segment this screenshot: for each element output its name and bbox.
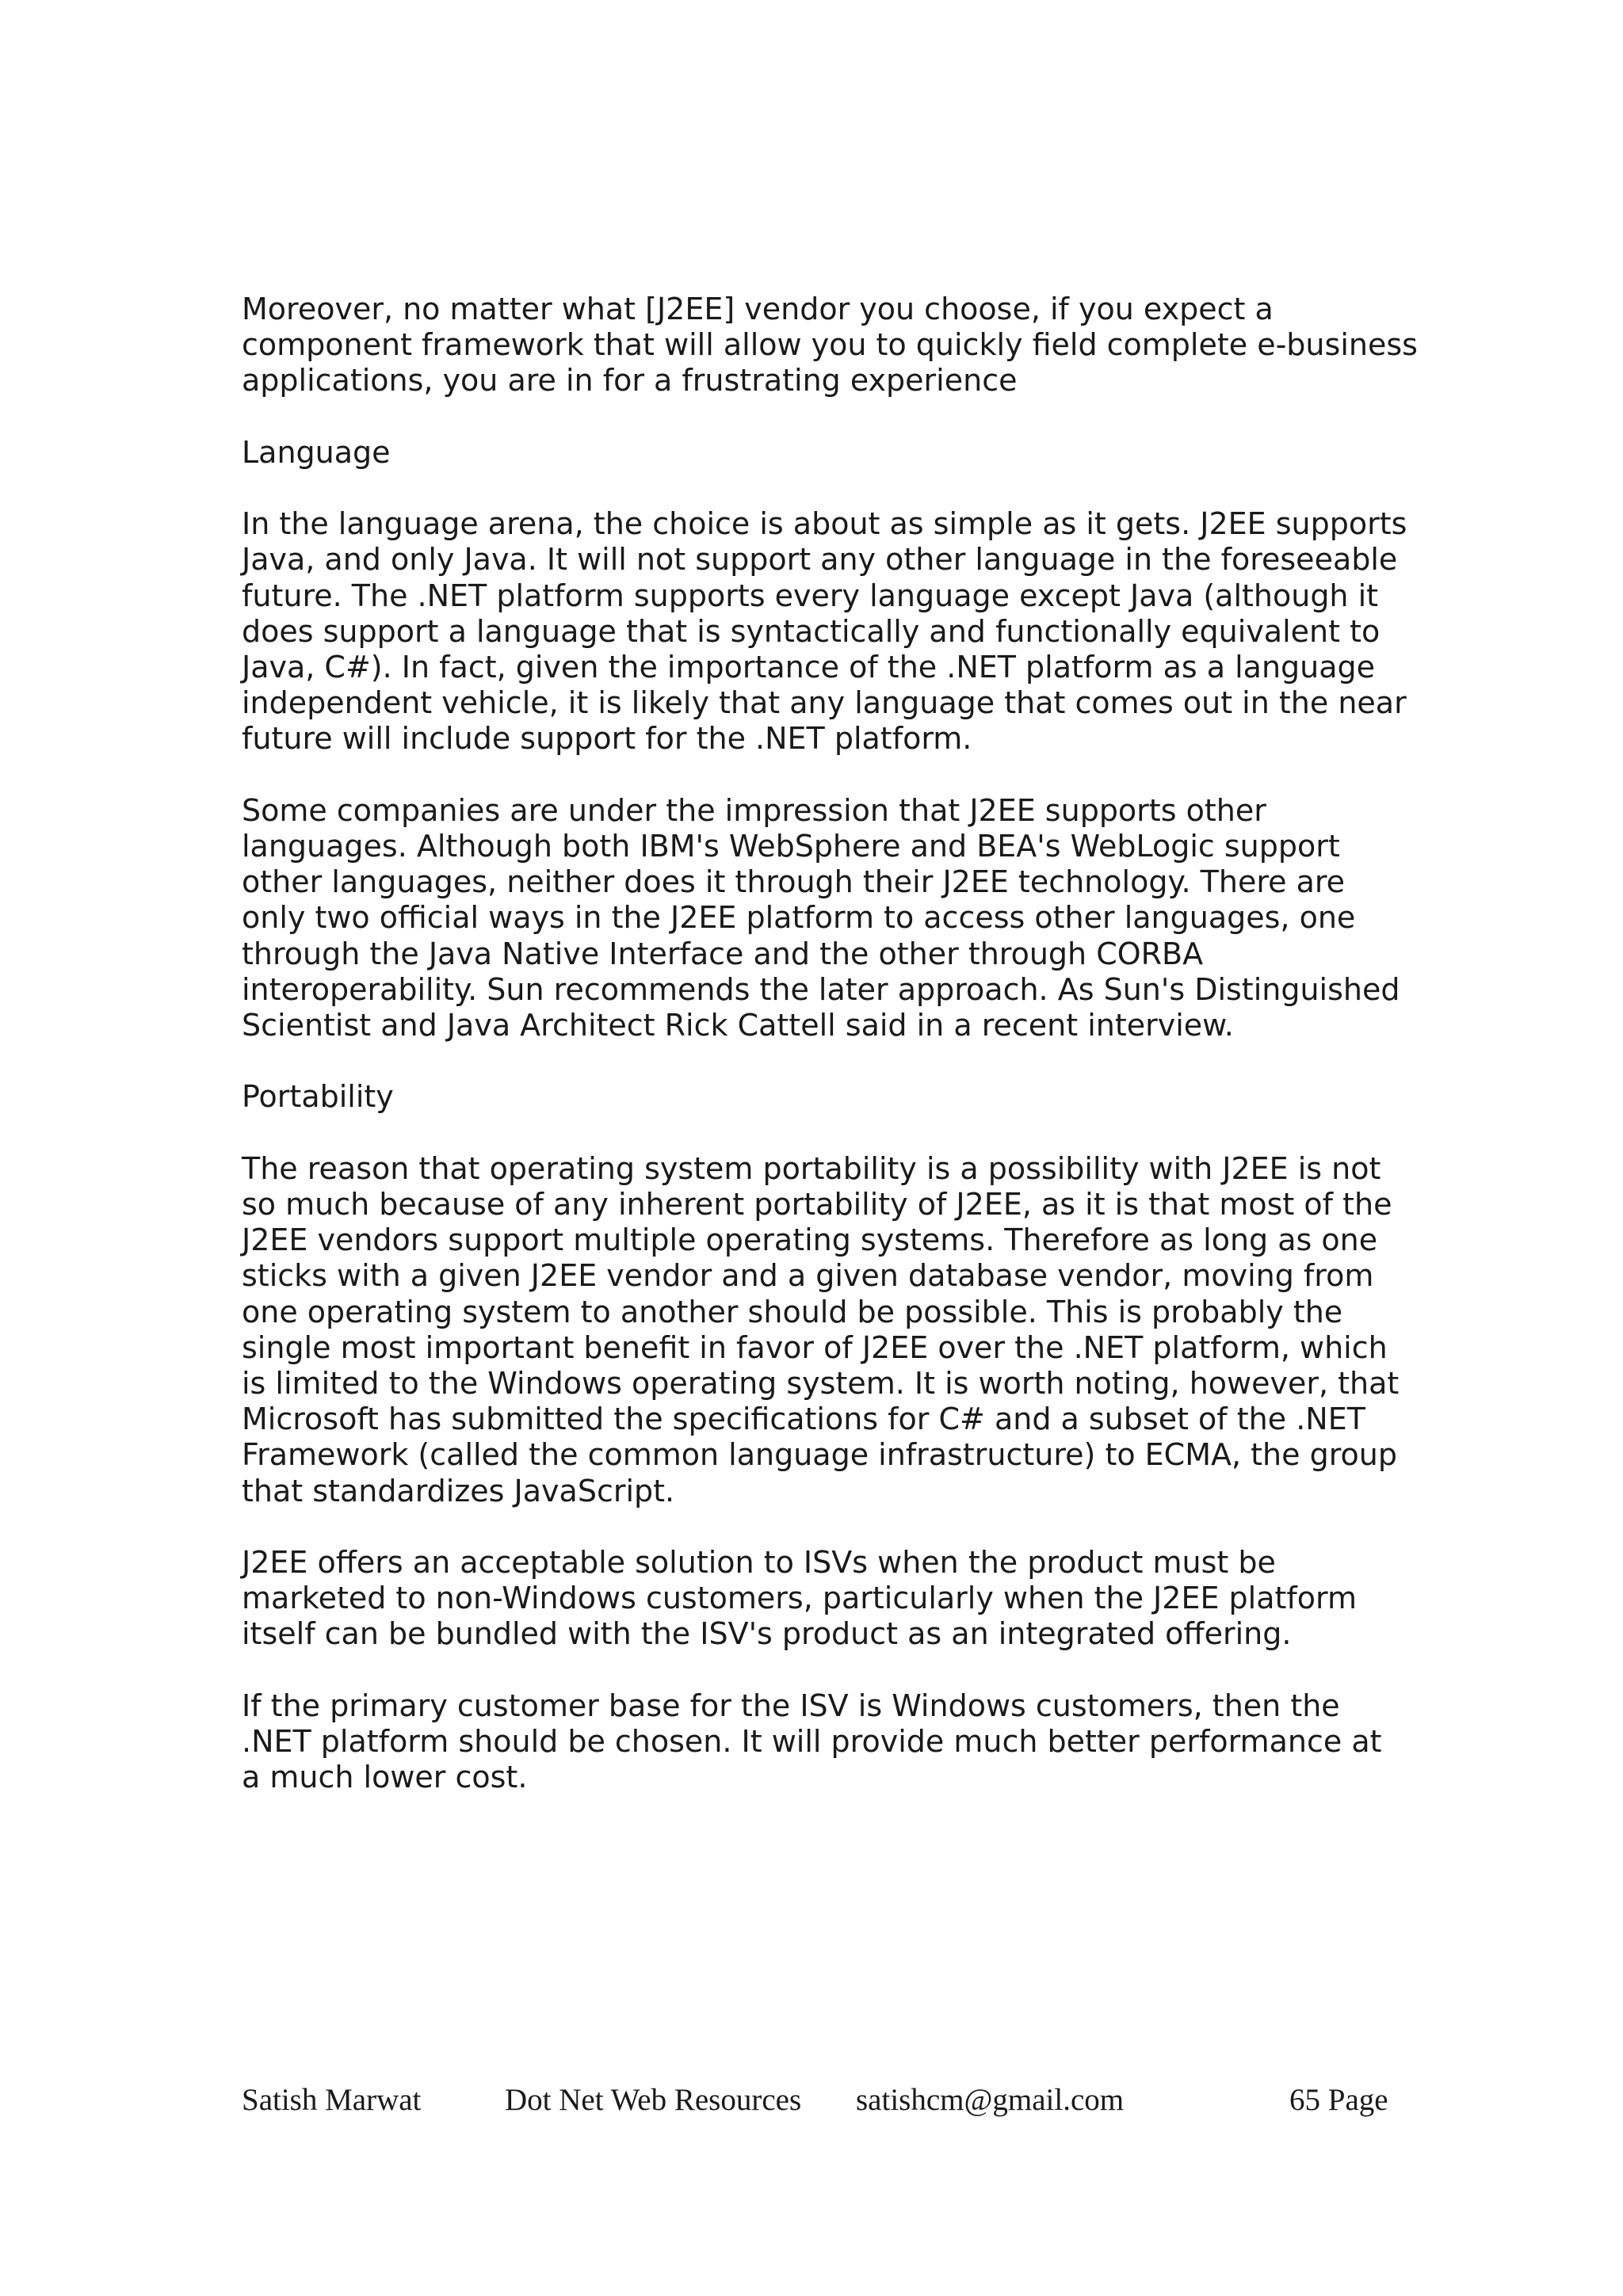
- paragraph-other-languages: Some companies are under the impression that J2EE supports other languages. Although both IBM's WebSphere and BEA's WebLogic support other languages, neither does it through their J2EE technology. There are only two official ways in the J2EE platform to access other languages, one through the Java Native Interface and the other through CORBA interoperability. Sun recommends the later approach. As Sun's Distinguished Scientist and Java Architect Rick Cattell said in a recent interview.: [242, 792, 1400, 1043]
- paragraph-windows-customers: If the primary customer base for the ISV is Windows customers, then the .NET platform should be chosen. It will provide much better performance at a much lower cost.: [242, 1688, 1382, 1795]
- page-body: [242, 292, 1430, 1832]
- footer-title: Dot Net Web Resources: [505, 2083, 802, 2117]
- paragraph-language-arena: In the language arena, the choice is about as simple as it gets. J2EE supports Java, and only Java. It will not support any other language in the foreseeable future. The .NET platform supports every language except Java (although it does support a language that is syntactically and functionally equivalent to Java, C#). In fact, given the importance of the .NET platform as a language independent vehicle, it is likely that any language that comes out in the near future will include support for the .NET platform.: [242, 506, 1407, 757]
- paragraph-os-portability: The reason that operating system portability is a possibility with J2EE is not so much because of any inherent portability of J2EE, as it is that most of the J2EE vendors support multiple operating systems. Therefore as long as one sticks with a given J2EE vendor and a given database vendor, moving from one operating system to another should be possible. This is probably the single most important benefit in favor of J2EE over the .NET platform, which is limited to the Windows operating system. It is worth noting, however, that Microsoft has submitted the specifications for C# and a subset of the .NET Framework (called the common language infrastructure) to ECMA, the group that standardizes JavaScript.: [242, 1150, 1400, 1508]
- section-heading-language: Language: [242, 434, 391, 470]
- footer-page-number: 65 Page: [1289, 2083, 1388, 2117]
- section-heading-portability: Portability: [242, 1079, 394, 1115]
- footer-author: Satish Marwat: [242, 2083, 422, 2117]
- paragraph-isv-solution: J2EE offers an acceptable solution to ISVs when the product must be marketed to non-Windows customers, particularly when the J2EE platform itself can be bundled with the ISV's product as an integrated offering.: [242, 1545, 1358, 1652]
- footer-email: satishcm@gmail.com: [856, 2083, 1125, 2117]
- paragraph-vendor-framework: Moreover, no matter what [J2EE] vendor you choose, if you expect a component framework that will allow you to quickly field complete e-business applications, you are in for a frustrating experience: [242, 292, 1418, 399]
- page-footer: [242, 2081, 1391, 2120]
